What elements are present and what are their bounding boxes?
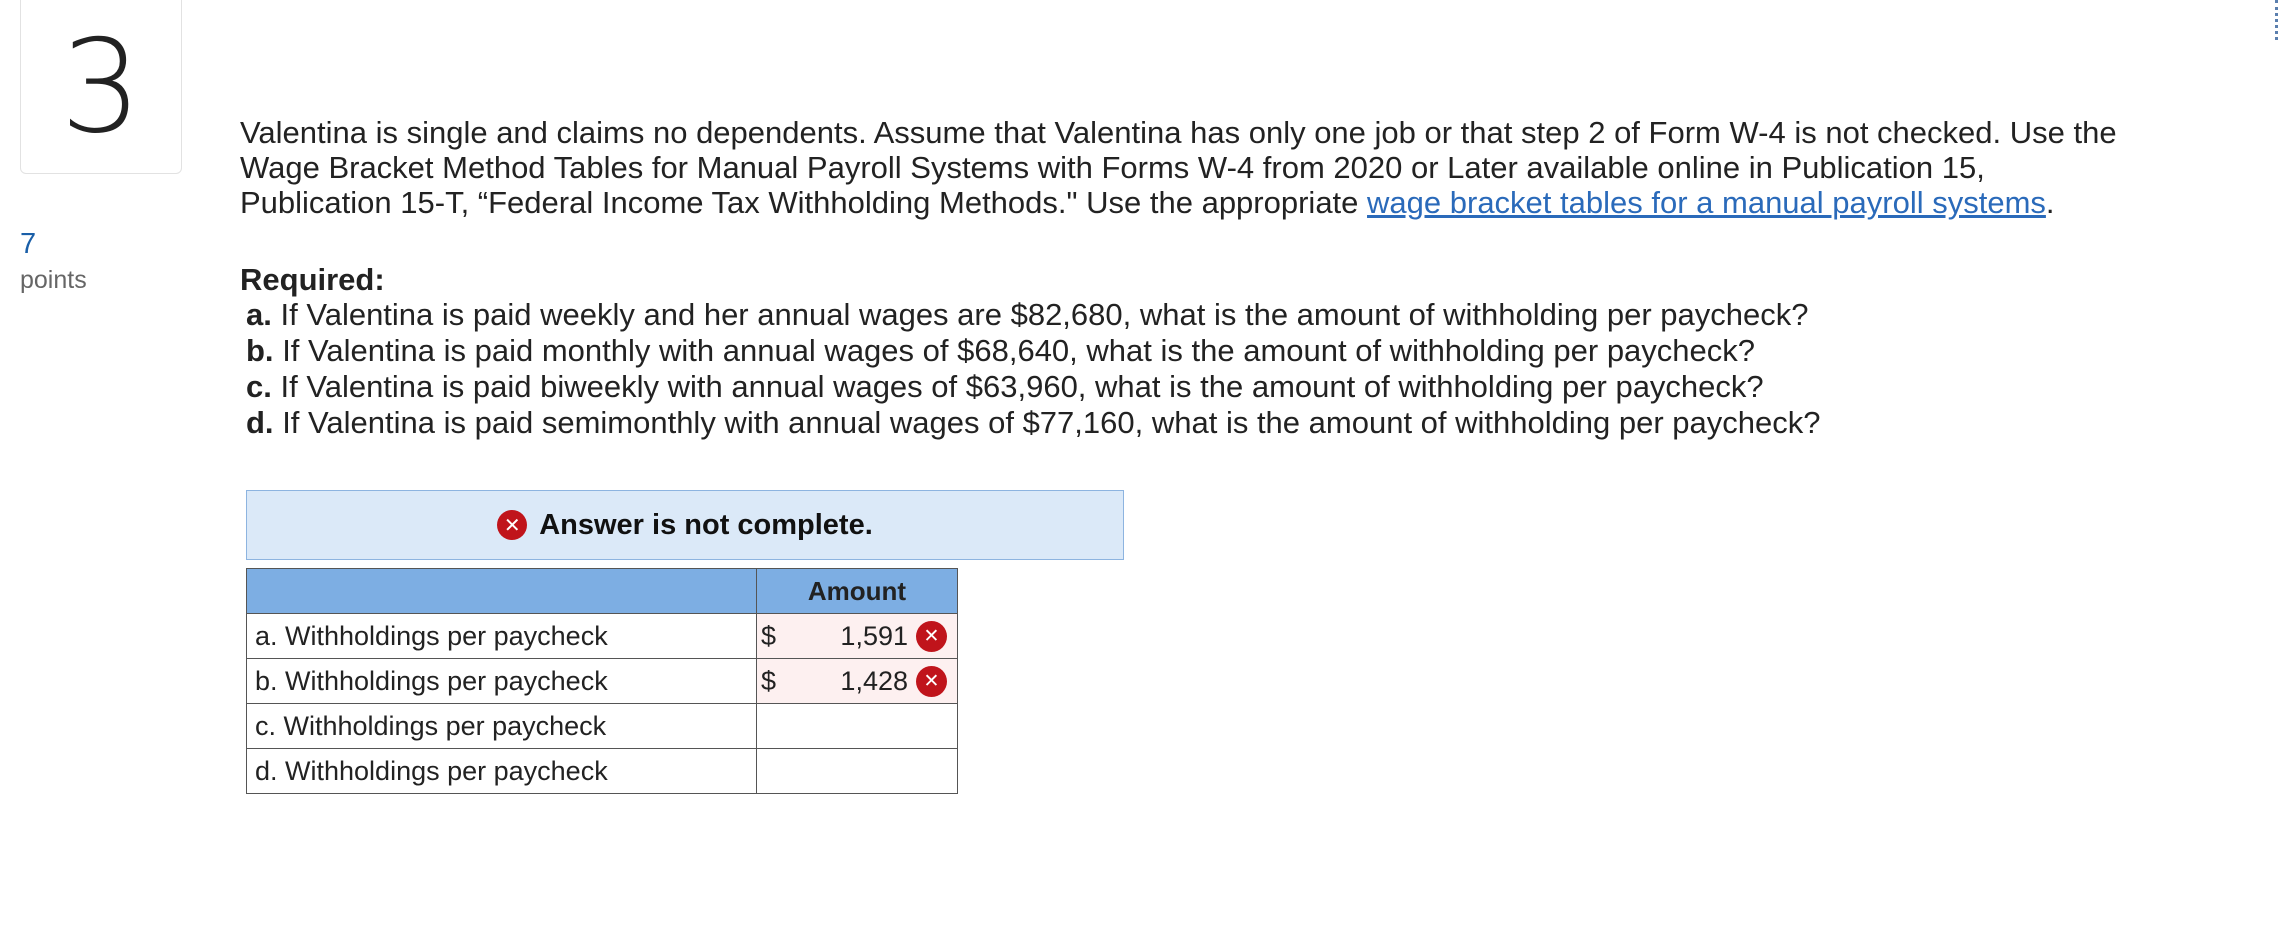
required-part-a xyxy=(246,297,1820,333)
required-heading: Required: xyxy=(240,262,385,297)
part-letter: b. xyxy=(246,333,274,368)
required-part-d xyxy=(246,405,1820,441)
table-row xyxy=(247,614,958,659)
table-row xyxy=(247,659,958,704)
currency-symbol: $ xyxy=(761,620,777,651)
part-letter: d. xyxy=(246,405,274,440)
amount-input[interactable] xyxy=(757,749,958,794)
amount-field[interactable] xyxy=(757,659,957,703)
question-number-box xyxy=(20,0,182,174)
part-text: If Valentina is paid semimonthly with annual wages of $77,160, what is the amount of withholding per paycheck? xyxy=(282,405,1821,440)
points-value: 7 xyxy=(20,228,37,260)
question-number: 3 xyxy=(60,13,142,162)
table-row xyxy=(247,704,958,749)
amount-field[interactable] xyxy=(757,614,957,658)
x-circle-icon: ✕ xyxy=(497,510,527,540)
question-text-end: . xyxy=(2045,185,2055,220)
required-part-c xyxy=(246,369,1820,405)
required-parts-list xyxy=(246,297,1820,441)
row-label: b. Withholdings per paycheck xyxy=(247,659,757,704)
row-label: c. Withholdings per paycheck xyxy=(247,704,757,749)
part-text: If Valentina is paid monthly with annual wages of $68,640, what is the amount of withholding per paycheck? xyxy=(282,333,1756,368)
table-row xyxy=(247,749,958,794)
question-text xyxy=(240,115,2120,220)
row-label: d. Withholdings per paycheck xyxy=(247,749,757,794)
table-header-amount: Amount xyxy=(757,569,958,614)
amount-input[interactable] xyxy=(757,659,958,704)
scroll-edge-marker xyxy=(2275,0,2282,40)
currency-symbol: $ xyxy=(761,665,777,696)
answer-status-text: Answer is not complete. xyxy=(539,508,873,541)
question-text-main: Valentina is single and claims no dependents. Assume that Valentina has only one job or that step 2 of Form W-4 is not checked. Use the Wage Bracket Method Tables for Manual Payroll Systems with Forms W-4 from 2020 or Later available online in Publication 15, Publication 15-T, “Federal Income Tax Withholding Methods." Use the appropriate xyxy=(240,115,2117,220)
answer-status-banner xyxy=(246,490,1124,560)
part-letter: c. xyxy=(246,369,272,404)
table-header-row xyxy=(247,569,958,614)
amount-input[interactable] xyxy=(757,704,958,749)
incorrect-icon: ✕ xyxy=(916,621,947,652)
part-letter: a. xyxy=(246,297,272,332)
amount-value[interactable]: 1,428 xyxy=(840,665,908,696)
points-label: points xyxy=(20,266,87,294)
answer-table xyxy=(246,568,958,794)
amount-value[interactable]: 1,591 xyxy=(840,620,908,651)
table-header-label xyxy=(247,569,757,614)
amount-input[interactable] xyxy=(757,614,958,659)
required-part-b xyxy=(246,333,1820,369)
incorrect-icon: ✕ xyxy=(916,666,947,697)
part-text: If Valentina is paid weekly and her annual wages are $82,680, what is the amount of withholding per paycheck? xyxy=(280,297,1809,332)
row-label: a. Withholdings per paycheck xyxy=(247,614,757,659)
part-text: If Valentina is paid biweekly with annual wages of $63,960, what is the amount of withholding per paycheck? xyxy=(280,369,1764,404)
wage-bracket-tables-link[interactable]: wage bracket tables for a manual payroll systems xyxy=(1367,185,2046,220)
